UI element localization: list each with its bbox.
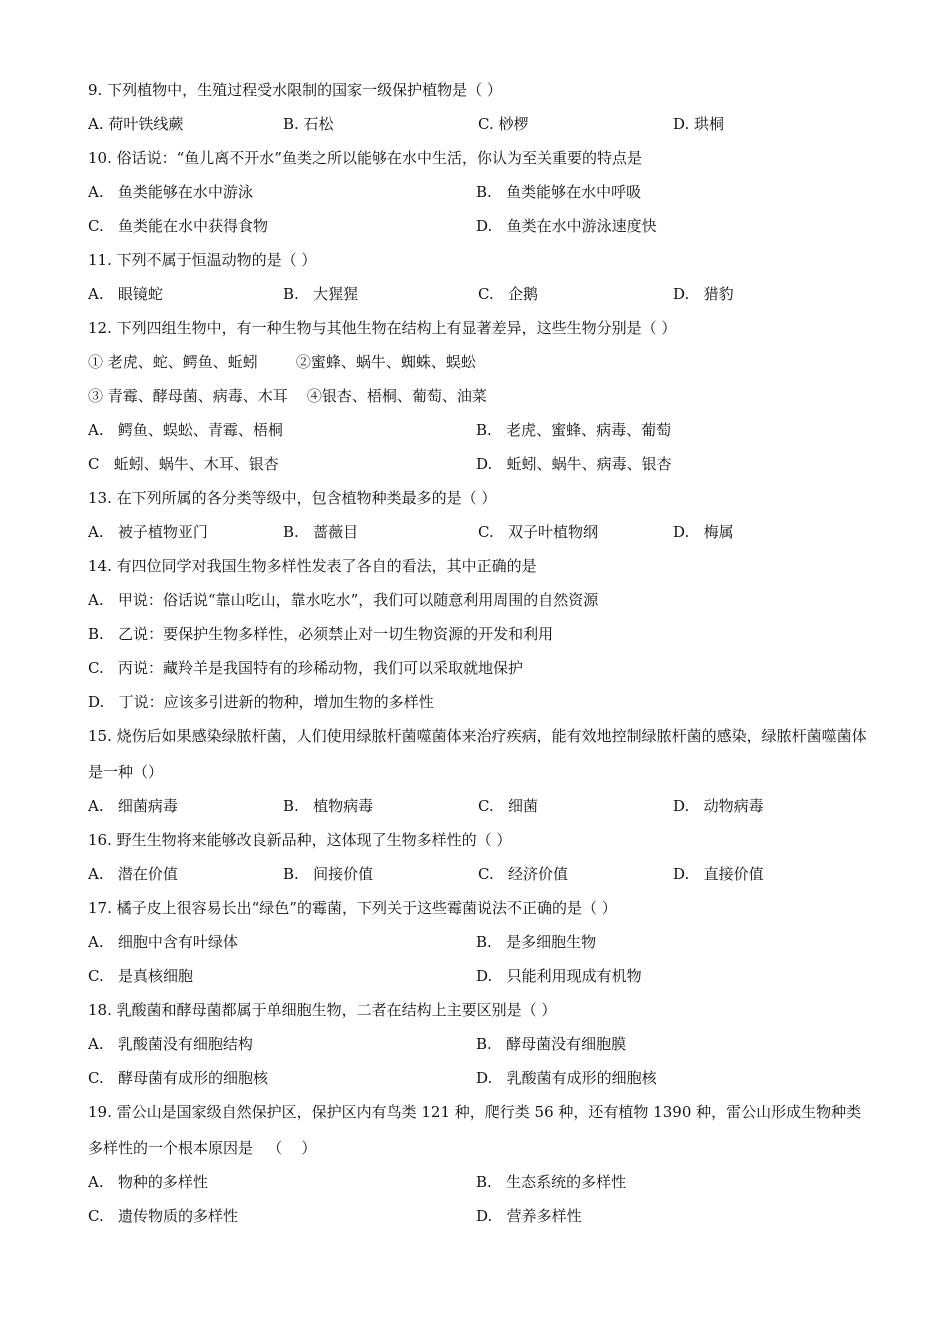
question-11-options	[88, 282, 868, 316]
option-a[interactable]: A. 荷叶铁线蕨	[88, 115, 184, 133]
option-b[interactable]: B. 大猩猩	[283, 285, 359, 303]
option-a[interactable]: A. 鱼类能够在水中游泳	[88, 183, 253, 201]
option-c[interactable]: C. 鱼类能在水中获得食物	[88, 217, 269, 235]
question-17-options-ab	[88, 930, 868, 964]
option-d[interactable]: D. 只能利用现成有机物	[476, 967, 642, 985]
option-a[interactable]: A. 眼镜蛇	[88, 285, 163, 303]
option-c[interactable]: C. 丙说：藏羚羊是我国特有的珍稀动物，我们可以采取就地保护	[88, 659, 524, 677]
option-d[interactable]: D. 丁说：应该多引进新的物种，增加生物的多样性	[88, 693, 434, 711]
question-12-group-line-1: ① 老虎、蛇、鳄鱼、蚯蚓 ②蜜蜂、蜗牛、蜘蛛、蜈蚣	[88, 353, 476, 371]
question-10-options-cd	[88, 214, 868, 248]
option-d[interactable]: D. 蚯蚓、蜗牛、病毒、银杏	[476, 455, 672, 473]
option-b[interactable]: B. 蔷薇目	[283, 523, 359, 541]
question-12-options-ab	[88, 418, 868, 452]
option-d[interactable]: D. 乳酸菌有成形的细胞核	[476, 1069, 657, 1087]
question-13-stem: 13. 在下列所属的各分类等级中，包含植物种类最多的是（ ）	[88, 489, 497, 507]
question-12-options-cd	[88, 452, 868, 486]
option-c[interactable]: C. 是真核细胞	[88, 967, 194, 985]
question-15-options	[88, 794, 868, 828]
question-14-stem: 14. 有四位同学对我国生物多样性发表了各自的看法，其中正确的是	[88, 557, 537, 575]
option-a[interactable]: A. 被子植物亚门	[88, 523, 208, 541]
option-a[interactable]: A. 乳酸菌没有细胞结构	[88, 1035, 253, 1053]
option-d[interactable]: D. 动物病毒	[673, 797, 764, 815]
question-9-options	[88, 112, 868, 146]
option-c[interactable]: C. 经济价值	[478, 865, 569, 883]
question-10-stem: 10. 俗话说：“鱼儿离不开水”鱼类之所以能够在水中生活，你认为至关重要的特点是	[88, 149, 642, 167]
option-b[interactable]: B. 老虎、蜜蜂、病毒、葡萄	[476, 421, 672, 439]
option-b[interactable]: B. 酵母菌没有细胞膜	[476, 1035, 627, 1053]
option-d[interactable]: D. 营养多样性	[476, 1207, 582, 1225]
question-16-options	[88, 862, 868, 896]
option-b[interactable]: B. 间接价值	[283, 865, 374, 883]
question-page	[88, 78, 868, 1238]
question-15-stem: 15. 烧伤后如果感染绿脓杆菌，人们使用绿脓杆菌噬菌体来治疗疾病，能有效地控制绿脓杆菌的感染，绿脓杆菌噬菌体是一种（）	[88, 727, 867, 781]
option-d[interactable]: D. 梅属	[673, 523, 734, 541]
option-c[interactable]: C. 遗传物质的多样性	[88, 1207, 239, 1225]
question-17-options-cd	[88, 964, 868, 998]
question-12-stem: 12. 下列四组生物中，有一种生物与其他生物在结构上有显著差异，这些生物分别是（ ）	[88, 319, 677, 337]
option-a[interactable]: A. 细胞中含有叶绿体	[88, 933, 238, 951]
option-b[interactable]: B. 生态系统的多样性	[476, 1173, 627, 1191]
option-b[interactable]: B. 鱼类能够在水中呼吸	[476, 183, 642, 201]
option-b[interactable]: B. 植物病毒	[283, 797, 374, 815]
option-d[interactable]: D. 鱼类在水中游泳速度快	[476, 217, 657, 235]
option-c[interactable]: C. 企鹅	[478, 285, 539, 303]
question-12-group-line-2: ③ 青霉、酵母菌、病毒、木耳 ④银杏、梧桐、葡萄、油菜	[88, 387, 487, 405]
option-d[interactable]: D. 猎豹	[673, 285, 734, 303]
question-19-stem: 19. 雷公山是国家级自然保护区，保护区内有鸟类 121 种，爬行类 56 种，还有植物 1390 种，雷公山形成生物种类多样性的一个根本原因是 （ ）	[88, 1103, 862, 1157]
question-13-options	[88, 520, 868, 554]
option-b[interactable]: B. 乙说：要保护生物多样性，必须禁止对一切生物资源的开发和利用	[88, 625, 554, 643]
question-17-stem: 17. 橘子皮上很容易长出“绿色”的霉菌，下列关于这些霉菌说法不正确的是（ ）	[88, 899, 617, 917]
question-9-stem: 9. 下列植物中，生殖过程受水限制的国家一级保护植物是（ ）	[88, 81, 502, 99]
question-16-stem: 16. 野生生物将来能够改良新品种，这体现了生物多样性的（ ）	[88, 831, 512, 849]
option-c[interactable]: C. 酵母菌有成形的细胞核	[88, 1069, 269, 1087]
option-d[interactable]: D. 珙桐	[673, 115, 725, 133]
option-a[interactable]: A. 甲说：俗话说“靠山吃山，靠水吃水”，我们可以随意利用周围的自然资源	[88, 591, 599, 609]
option-c[interactable]: C. 细菌	[478, 797, 539, 815]
option-c[interactable]: C. 桫椤	[478, 115, 529, 133]
question-18-options-ab	[88, 1032, 868, 1066]
question-19-options-cd	[88, 1204, 868, 1238]
option-b[interactable]: B. 石松	[283, 115, 334, 133]
question-10-options-ab	[88, 180, 868, 214]
option-b[interactable]: B. 是多细胞生物	[476, 933, 597, 951]
question-11-stem: 11. 下列不属于恒温动物的是（ ）	[88, 251, 317, 269]
option-d[interactable]: D. 直接价值	[673, 865, 764, 883]
option-c[interactable]: C 蚯蚓、蜗牛、木耳、银杏	[88, 455, 279, 473]
question-18-stem: 18. 乳酸菌和酵母菌都属于单细胞生物，二者在结构上主要区别是（ ）	[88, 1001, 557, 1019]
option-c[interactable]: C. 双子叶植物纲	[478, 523, 599, 541]
option-a[interactable]: A. 细菌病毒	[88, 797, 178, 815]
option-a[interactable]: A. 物种的多样性	[88, 1173, 208, 1191]
option-a[interactable]: A. 鳄鱼、蜈蚣、青霉、梧桐	[88, 421, 283, 439]
option-a[interactable]: A. 潜在价值	[88, 865, 178, 883]
question-19-options-ab	[88, 1170, 868, 1204]
